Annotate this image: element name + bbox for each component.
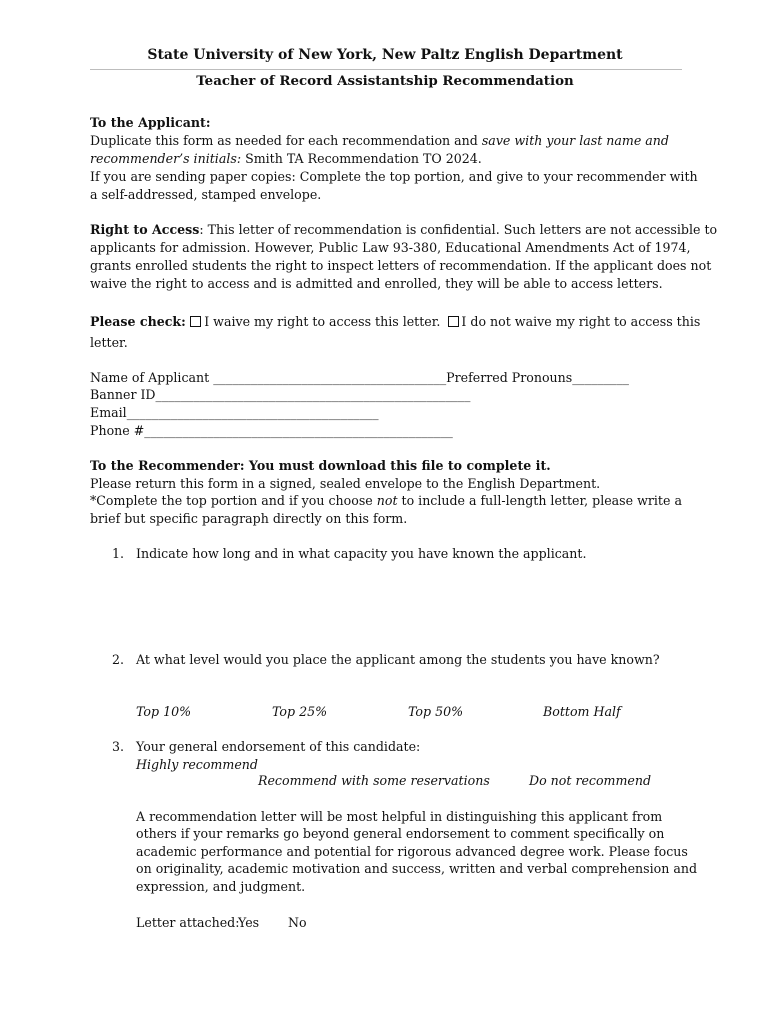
option-top-10[interactable]: Top 10%: [136, 704, 192, 719]
right-to-access-line-1: [90, 221, 717, 239]
banner-id-row: [90, 386, 470, 404]
waive-checkbox[interactable]: [190, 316, 201, 327]
pronouns-label: Preferred Pronouns: [446, 370, 573, 385]
guidance-line-5: expression, and judgment.: [136, 879, 306, 894]
question-2-number: 2.: [112, 652, 125, 667]
right-to-access-text: : This letter of recommendation is confidential. Such letters are not accessible to: [199, 222, 718, 237]
option-highly-recommend[interactable]: Highly recommend: [136, 757, 258, 772]
institution-title: State University of New York, New Paltz English Department: [147, 47, 623, 63]
recommender-heading: To the Recommender: You must download this file to complete it.: [90, 458, 551, 473]
pronouns-field[interactable]: _________: [572, 370, 629, 385]
applicant-line-1: [90, 132, 669, 150]
not-waive-checkbox[interactable]: [448, 316, 459, 327]
recommender-line-2-text-b: to include a full-length letter, please write a: [397, 493, 682, 508]
right-to-access-line-2: applicants for admission. However, Public Law 93-380, Educational Amendments Act of 1974,: [90, 240, 691, 255]
recommender-line-2-text-a: *Complete the top portion and if you choose: [90, 493, 377, 508]
guidance-line-1: A recommendation letter will be most helpful in distinguishing this applicant from: [136, 809, 663, 824]
phone-row: [90, 422, 453, 440]
email-row: [90, 404, 379, 422]
please-check-label: Please check:: [90, 314, 191, 329]
option-bottom-half[interactable]: Bottom Half: [543, 704, 621, 719]
phone-field[interactable]: _________________________________________________: [144, 423, 453, 438]
applicant-heading: To the Applicant:: [90, 115, 211, 130]
recommender-line-2: [90, 492, 682, 510]
applicant-name-row: [90, 369, 629, 387]
applicant-line-3: If you are sending paper copies: Complete the top portion, and give to your recommender with: [90, 169, 698, 184]
question-3-text: Your general endorsement of this candidate:: [136, 739, 421, 754]
applicant-line-1-text: Duplicate this form as needed for each recommendation and: [90, 133, 482, 148]
applicant-line-2-text: Smith TA Recommendation TO 2024.: [241, 151, 482, 166]
question-1-number: 1.: [112, 546, 125, 561]
applicant-line-1-italic: save with your last name and: [481, 133, 669, 148]
applicant-line-2: [90, 150, 482, 168]
guidance-line-4: on originality, academic motivation and success, written and verbal comprehension and: [136, 861, 698, 876]
phone-label: Phone #: [90, 423, 145, 438]
letter-attached-yes[interactable]: Yes: [238, 915, 260, 930]
question-1-text: Indicate how long and in what capacity you have known the applicant.: [136, 546, 587, 561]
applicant-line-2-italic: recommender’s initials:: [90, 151, 242, 166]
question-3-number: 3.: [112, 739, 125, 754]
please-check-row: [90, 313, 700, 331]
email-label: Email: [90, 405, 127, 420]
question-1-answer-area[interactable]: [136, 570, 676, 650]
form-title: Teacher of Record Assistantship Recommendation: [196, 73, 574, 89]
question-2-text: At what level would you place the applicant among the students you have known?: [136, 652, 660, 667]
applicant-name-label: Name of Applicant: [90, 370, 214, 385]
email-field[interactable]: ________________________________________: [126, 405, 379, 420]
header-divider: [90, 69, 682, 70]
option-top-25[interactable]: Top 25%: [272, 704, 328, 719]
not-waive-option-label: I do not waive my right to access this: [461, 314, 701, 329]
right-to-access-line-3: grants enrolled students the right to inspect letters of recommendation. If the applicant does not: [90, 258, 712, 273]
option-do-not-recommend[interactable]: Do not recommend: [529, 773, 652, 788]
right-to-access-line-4: waive the right to access and is admitted and enrolled, they will be able to access letters.: [90, 276, 663, 291]
please-check-continuation: letter.: [90, 335, 128, 350]
recommender-line-3: brief but specific paragraph directly on this form.: [90, 511, 408, 526]
guidance-line-3: academic performance and potential for rigorous advanced degree work. Please focus: [136, 844, 688, 859]
option-top-50[interactable]: Top 50%: [408, 704, 464, 719]
guidance-line-2: others if your remarks go beyond general endorsement to comment specifically on: [136, 826, 665, 841]
banner-id-label: Banner ID: [90, 387, 156, 402]
option-recommend-with-reservations[interactable]: Recommend with some reservations: [258, 773, 490, 788]
waive-option-label: I waive my right to access this letter.: [204, 314, 441, 329]
recommender-line-2-italic: not: [376, 493, 398, 508]
applicant-name-field[interactable]: _____________________________________: [213, 370, 447, 385]
right-to-access-label: Right to Access: [90, 222, 200, 237]
recommender-line-1: Please return this form in a signed, sealed envelope to the English Department.: [90, 476, 601, 491]
applicant-line-4: a self-addressed, stamped envelope.: [90, 187, 322, 202]
letter-attached-label: Letter attached:: [136, 915, 240, 930]
banner-id-field[interactable]: __________________________________________________: [155, 387, 471, 402]
letter-attached-no[interactable]: No: [288, 915, 307, 930]
